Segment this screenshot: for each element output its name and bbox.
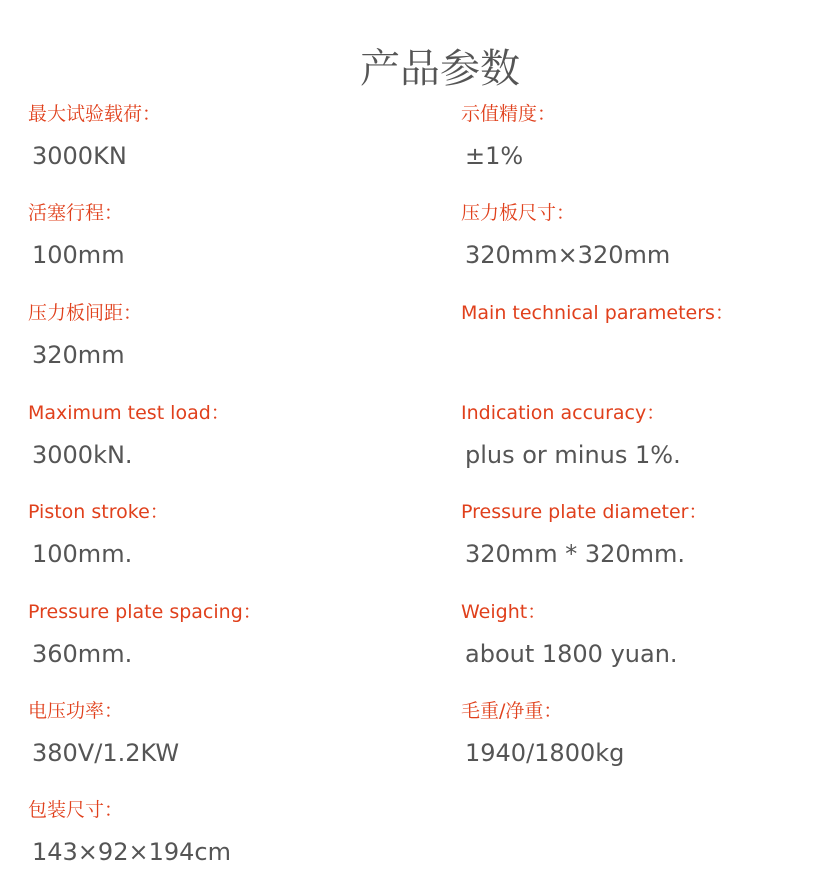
param-pressure-plate-diameter	[461, 499, 837, 569]
param-weight	[461, 599, 837, 669]
param-label: 最大试验载荷：	[28, 103, 162, 125]
param-label: Indication accuracy：	[461, 402, 666, 424]
param-label: Piston stroke：	[28, 501, 169, 523]
param-label: Main technical parameters：	[461, 302, 734, 324]
param-label: 示值精度：	[461, 103, 557, 125]
param-label: 压力板间距：	[28, 302, 143, 324]
param-value: 1940/1800kg	[465, 739, 625, 767]
param-label: 活塞行程：	[28, 202, 124, 224]
param-value: 320mm×320mm	[465, 241, 671, 269]
param-pressure-plate-spacing	[28, 599, 428, 669]
param-value: 143×92×194cm	[32, 838, 231, 866]
param-value: 380V/1.2KW	[32, 739, 180, 767]
param-piston-stroke	[28, 499, 428, 569]
param-value: 360mm.	[32, 640, 133, 668]
param-value: 100mm	[32, 241, 125, 269]
param-indication-accuracy-cn	[461, 101, 837, 171]
param-maximum-test-load	[28, 400, 428, 470]
param-indication-accuracy	[461, 400, 837, 470]
param-value: 100mm.	[32, 540, 133, 568]
param-main-technical-parameters	[461, 300, 837, 340]
param-plate-size-cn	[461, 200, 837, 270]
param-value: plus or minus 1%.	[465, 441, 681, 469]
param-label: Pressure plate diameter：	[461, 501, 708, 523]
param-label: 压力板尺寸：	[461, 202, 576, 224]
param-label: 包装尺寸：	[28, 799, 124, 821]
page-title: 产品参数	[360, 45, 520, 92]
param-piston-stroke-cn	[28, 200, 428, 270]
param-label: Weight：	[461, 601, 547, 623]
param-value: 320mm	[32, 341, 125, 369]
param-value: about 1800 yuan.	[465, 640, 678, 668]
param-value: ±1%	[465, 142, 524, 170]
param-value: 3000kN.	[32, 441, 133, 469]
param-label: 电压功率：	[28, 700, 124, 722]
param-label: Pressure plate spacing：	[28, 601, 262, 623]
param-value: 320mm * 320mm.	[465, 540, 686, 568]
param-max-test-load-cn	[28, 101, 428, 171]
param-plate-spacing-cn	[28, 300, 428, 370]
param-package-size	[28, 797, 428, 867]
param-gross-net-weight	[461, 698, 837, 768]
param-label: Maximum test load：	[28, 402, 230, 424]
param-voltage-power	[28, 698, 428, 768]
param-value: 3000KN	[32, 142, 127, 170]
param-label: 毛重/净重：	[461, 700, 563, 722]
